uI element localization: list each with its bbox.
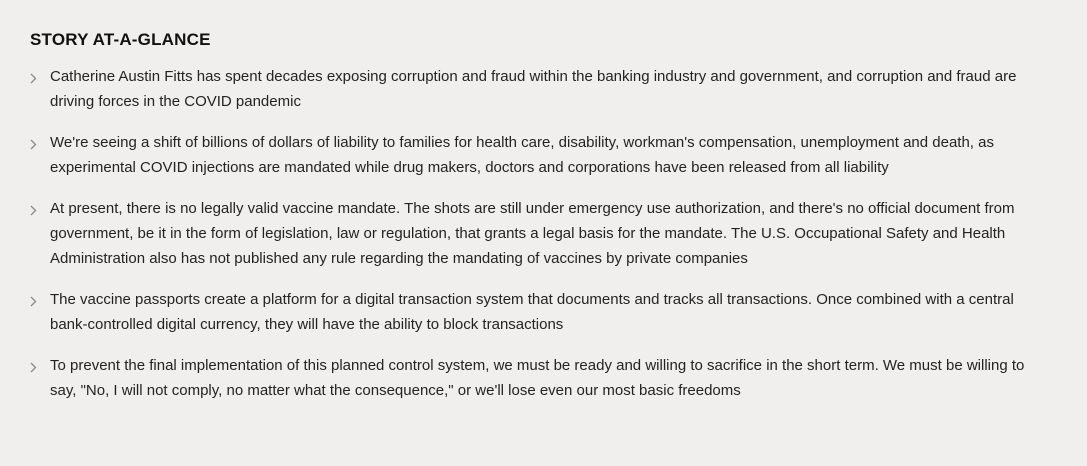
chevron-right-icon xyxy=(30,196,50,216)
list-item-text: We're seeing a shift of billions of dollars of liability to families for health care, disability, workman's compensation, unemployment and death, as experimental COVID injections are mandated while drug makers, doctors and corporations have been released from all liability xyxy=(50,134,994,177)
list-item xyxy=(30,130,1053,180)
story-bullet-list xyxy=(30,64,1053,403)
list-item xyxy=(30,287,1053,337)
list-item xyxy=(30,353,1053,403)
list-item-text: Catherine Austin Fitts has spent decades exposing corruption and fraud within the banking industry and government, and corruption and fraud are driving forces in the COVID pandemic xyxy=(50,68,1017,111)
list-item-text: To prevent the final implementation of this planned control system, we must be ready and willing to sacrifice in the short term. We must be willing to say, "No, I will not comply, no matter what the consequence," or we'll lose even our most basic freedoms xyxy=(50,357,1025,400)
page-title: STORY AT-A-GLANCE xyxy=(30,30,211,49)
chevron-right-icon xyxy=(30,130,50,150)
list-item xyxy=(30,196,1053,271)
chevron-right-icon xyxy=(30,64,50,84)
list-item-text: At present, there is no legally valid vaccine mandate. The shots are still under emergency use authorization, and there's no official document from government, be it in the form of legislation, law or regulation, that grants a legal basis for the mandate. The U.S. Occupational Safety and Health Administration also has not published any rule regarding the mandating of vaccines by private companies xyxy=(50,200,1015,268)
list-item xyxy=(30,64,1053,114)
list-item-text: The vaccine passports create a platform for a digital transaction system that documents and tracks all transactions. Once combined with a central bank-controlled digital currency, they will have the ability to block transactions xyxy=(50,291,1014,334)
chevron-right-icon xyxy=(30,353,50,373)
chevron-right-icon xyxy=(30,287,50,307)
